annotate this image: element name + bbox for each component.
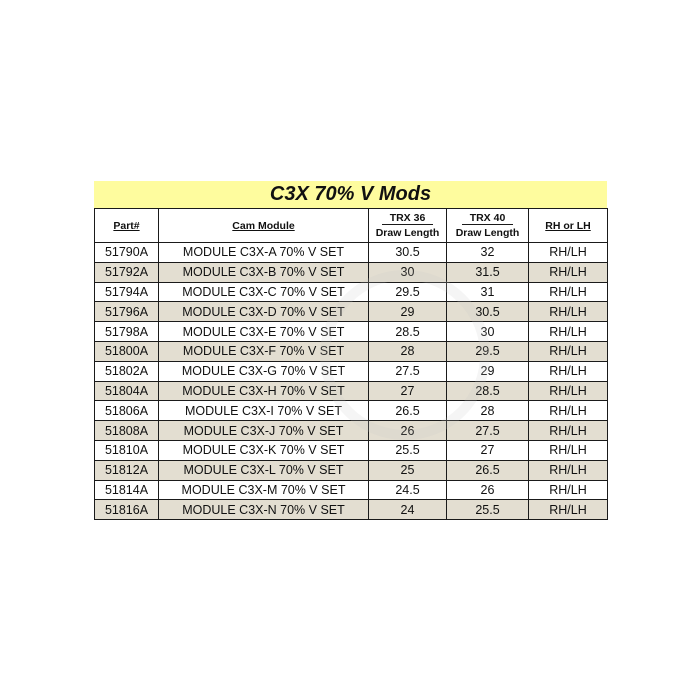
cell-hand: RH/LH [529,243,608,263]
cell-trx36: 25 [369,460,447,480]
cell-module: MODULE C3X-I 70% V SET [159,401,369,421]
spec-sheet [94,181,607,520]
table-row [95,361,608,381]
header-trx36-top: TRX 36 [382,212,434,225]
cell-module: MODULE C3X-A 70% V SET [159,243,369,263]
cell-trx40: 27 [447,440,529,460]
cell-trx36: 26.5 [369,401,447,421]
cell-part: 51812A [95,460,159,480]
header-cam-module-label: Cam Module [232,219,295,232]
header-part-label: Part# [113,219,140,232]
cell-trx36: 28.5 [369,322,447,342]
cell-hand: RH/LH [529,440,608,460]
cell-trx36: 26 [369,421,447,441]
table-row [95,322,608,342]
cell-hand: RH/LH [529,401,608,421]
cell-trx36: 24 [369,500,447,520]
cell-hand: RH/LH [529,460,608,480]
cell-part: 51802A [95,361,159,381]
header-trx36 [369,209,447,243]
cell-part: 51794A [95,282,159,302]
cell-trx36: 30.5 [369,243,447,263]
table-row [95,421,608,441]
cell-module: MODULE C3X-B 70% V SET [159,262,369,282]
cell-trx40: 26.5 [447,460,529,480]
header-trx40-bottom: Draw Length [455,226,520,239]
table-body [95,243,608,520]
cell-part: 51800A [95,341,159,361]
cell-hand: RH/LH [529,421,608,441]
table-row [95,282,608,302]
cell-trx40: 25.5 [447,500,529,520]
cell-hand: RH/LH [529,302,608,322]
cell-trx40: 28.5 [447,381,529,401]
cell-hand: RH/LH [529,322,608,342]
cell-trx40: 31 [447,282,529,302]
cell-module: MODULE C3X-N 70% V SET [159,500,369,520]
cell-trx40: 27.5 [447,421,529,441]
cell-trx40: 29 [447,361,529,381]
cell-module: MODULE C3X-G 70% V SET [159,361,369,381]
cell-part: 51792A [95,262,159,282]
cell-hand: RH/LH [529,500,608,520]
cell-trx40: 31.5 [447,262,529,282]
cell-trx36: 25.5 [369,440,447,460]
cell-part: 51808A [95,421,159,441]
cell-hand: RH/LH [529,480,608,500]
header-trx36-bottom: Draw Length [375,226,440,239]
cell-module: MODULE C3X-M 70% V SET [159,480,369,500]
header-hand [529,209,608,243]
cell-module: MODULE C3X-K 70% V SET [159,440,369,460]
table-row [95,381,608,401]
cell-module: MODULE C3X-J 70% V SET [159,421,369,441]
cell-part: 51806A [95,401,159,421]
cell-part: 51796A [95,302,159,322]
cell-hand: RH/LH [529,262,608,282]
header-part [95,209,159,243]
cell-module: MODULE C3X-C 70% V SET [159,282,369,302]
table-row [95,500,608,520]
cell-module: MODULE C3X-H 70% V SET [159,381,369,401]
cell-part: 51816A [95,500,159,520]
header-trx40 [447,209,529,243]
cell-trx40: 32 [447,243,529,263]
cell-part: 51810A [95,440,159,460]
cell-hand: RH/LH [529,361,608,381]
spec-table [94,208,608,520]
cell-hand: RH/LH [529,381,608,401]
cell-trx36: 29 [369,302,447,322]
cell-part: 51798A [95,322,159,342]
cell-trx40: 29.5 [447,341,529,361]
cell-trx36: 27 [369,381,447,401]
cell-part: 51814A [95,480,159,500]
cell-trx36: 27.5 [369,361,447,381]
header-cam-module [159,209,369,243]
table-row [95,480,608,500]
table-row [95,262,608,282]
cell-module: MODULE C3X-L 70% V SET [159,460,369,480]
cell-module: MODULE C3X-E 70% V SET [159,322,369,342]
table-row [95,341,608,361]
cell-trx36: 30 [369,262,447,282]
table-row [95,401,608,421]
cell-hand: RH/LH [529,282,608,302]
cell-part: 51804A [95,381,159,401]
cell-trx36: 24.5 [369,480,447,500]
header-hand-label: RH or LH [545,219,591,232]
cell-part: 51790A [95,243,159,263]
cell-module: MODULE C3X-D 70% V SET [159,302,369,322]
cell-trx40: 30 [447,322,529,342]
header-row [95,209,608,243]
cell-module: MODULE C3X-F 70% V SET [159,341,369,361]
cell-trx40: 26 [447,480,529,500]
cell-trx40: 30.5 [447,302,529,322]
table-row [95,440,608,460]
cell-hand: RH/LH [529,341,608,361]
table-row [95,460,608,480]
table-row [95,243,608,263]
cell-trx36: 29.5 [369,282,447,302]
cell-trx40: 28 [447,401,529,421]
table-title: C3X 70% V Mods [94,181,607,208]
table-row [95,302,608,322]
header-trx40-top: TRX 40 [462,212,514,225]
cell-trx36: 28 [369,341,447,361]
